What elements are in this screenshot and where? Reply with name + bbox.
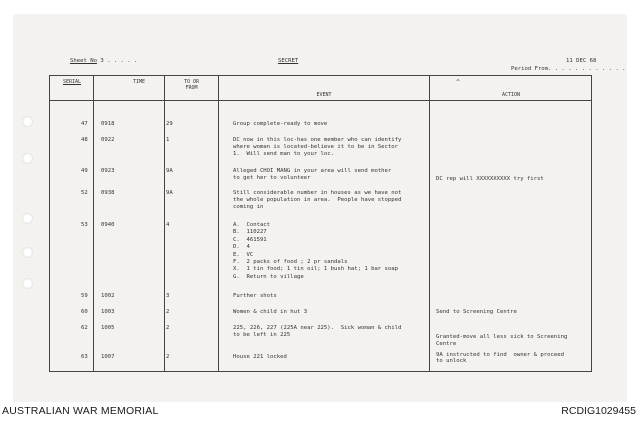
- period-from: Period From. . . . . . . . . . . .: [511, 66, 626, 72]
- log-table: [49, 59, 592, 372]
- header-divider: [49, 100, 592, 101]
- row-action: Send to Screening Centre: [436, 309, 517, 315]
- column-divider: [429, 75, 430, 372]
- reference-code: RCDIG1029455: [561, 405, 636, 417]
- col-header-from: FROM: [185, 85, 198, 91]
- punch-hole: [22, 278, 33, 289]
- institution-label: AUSTRALIAN WAR MEMORIAL: [2, 405, 159, 417]
- row-from: 2: [166, 325, 170, 331]
- col-header-serial: SERIAL: [62, 79, 82, 85]
- classification-label: SECRET: [278, 58, 299, 64]
- row-from: 3: [166, 293, 170, 299]
- row-from: 29: [166, 121, 173, 127]
- row-time: 1007: [101, 354, 115, 360]
- punch-hole: [22, 247, 33, 258]
- row-event: A. Contact B. 110227 C. 461591 D. 4 E. VC F. 2 packs of food ; 2 pr sandals X. 1 tin food; 1 tin oil; 1 bush hat; 1 bar soap G. Return to village: [233, 222, 399, 280]
- row-from: 2: [166, 354, 170, 360]
- sheet-no-label: Sheet No: [70, 58, 97, 64]
- sheet-date: 11 DEC 68: [566, 58, 597, 64]
- punch-hole: [22, 153, 33, 164]
- row-event: DC now in this loc-has one member who can identify where woman is located-believe it to be in Sector 1. Will send man to your loc.: [233, 137, 402, 158]
- punch-hole: [22, 213, 33, 224]
- row-event: Group complete-ready to move: [233, 121, 328, 127]
- row-time: 0940: [101, 222, 115, 228]
- col-header-action: ACTION: [501, 92, 521, 98]
- row-event: Alleged CHOI MANG in your area will send mother to get her to volunteer: [233, 168, 392, 182]
- row-event: House 221 locked: [233, 354, 287, 360]
- row-event: 225, 226, 227 (225A near 225). Sick woman & child to be left in 225: [233, 325, 402, 339]
- col-header-time: TIME: [132, 79, 146, 85]
- row-event: Women & child in hut 3: [233, 309, 308, 315]
- col-header-event: EVENT: [316, 92, 332, 98]
- row-time: 0923: [101, 168, 115, 174]
- col-header-to-or-from: [165, 79, 218, 91]
- tick-mark: ^: [456, 79, 460, 86]
- row-time: 0938: [101, 190, 115, 196]
- row-time: 1003: [101, 309, 115, 315]
- row-action: Granted-move all less sick to Screening Centre: [436, 334, 568, 348]
- row-event: Further shots: [233, 293, 277, 299]
- row-serial: 47: [81, 121, 88, 127]
- row-action: DC rep will XXXXXXXXXX try first: [436, 176, 544, 182]
- column-divider: [218, 75, 219, 372]
- row-from: 4: [166, 222, 170, 228]
- row-serial: 60: [81, 309, 88, 315]
- row-event: Still considerable number in houses as we have not the whole population in area. People have stopped coming in: [233, 190, 402, 211]
- row-from: 9A: [166, 190, 173, 196]
- col-header-to-or: TO OR: [183, 79, 200, 85]
- row-time: 0922: [101, 137, 115, 143]
- row-time: 0918: [101, 121, 115, 127]
- row-time: 1005: [101, 325, 115, 331]
- row-from: 2: [166, 309, 170, 315]
- row-serial: 62: [81, 325, 88, 331]
- row-from: 1: [166, 137, 170, 143]
- row-serial: 53: [81, 222, 88, 228]
- row-serial: 63: [81, 354, 88, 360]
- row-serial: 49: [81, 168, 88, 174]
- punch-hole: [22, 116, 33, 127]
- row-time: 1002: [101, 293, 115, 299]
- row-action: 9A instructed to find owner & proceed to unlock: [436, 352, 564, 364]
- row-from: 9A: [166, 168, 173, 174]
- row-serial: 59: [81, 293, 88, 299]
- sheet-no-value: 3 . . . . .: [100, 58, 138, 64]
- row-serial: 52: [81, 190, 88, 196]
- column-divider: [164, 75, 165, 372]
- row-serial: 48: [81, 137, 88, 143]
- column-divider: [93, 75, 94, 372]
